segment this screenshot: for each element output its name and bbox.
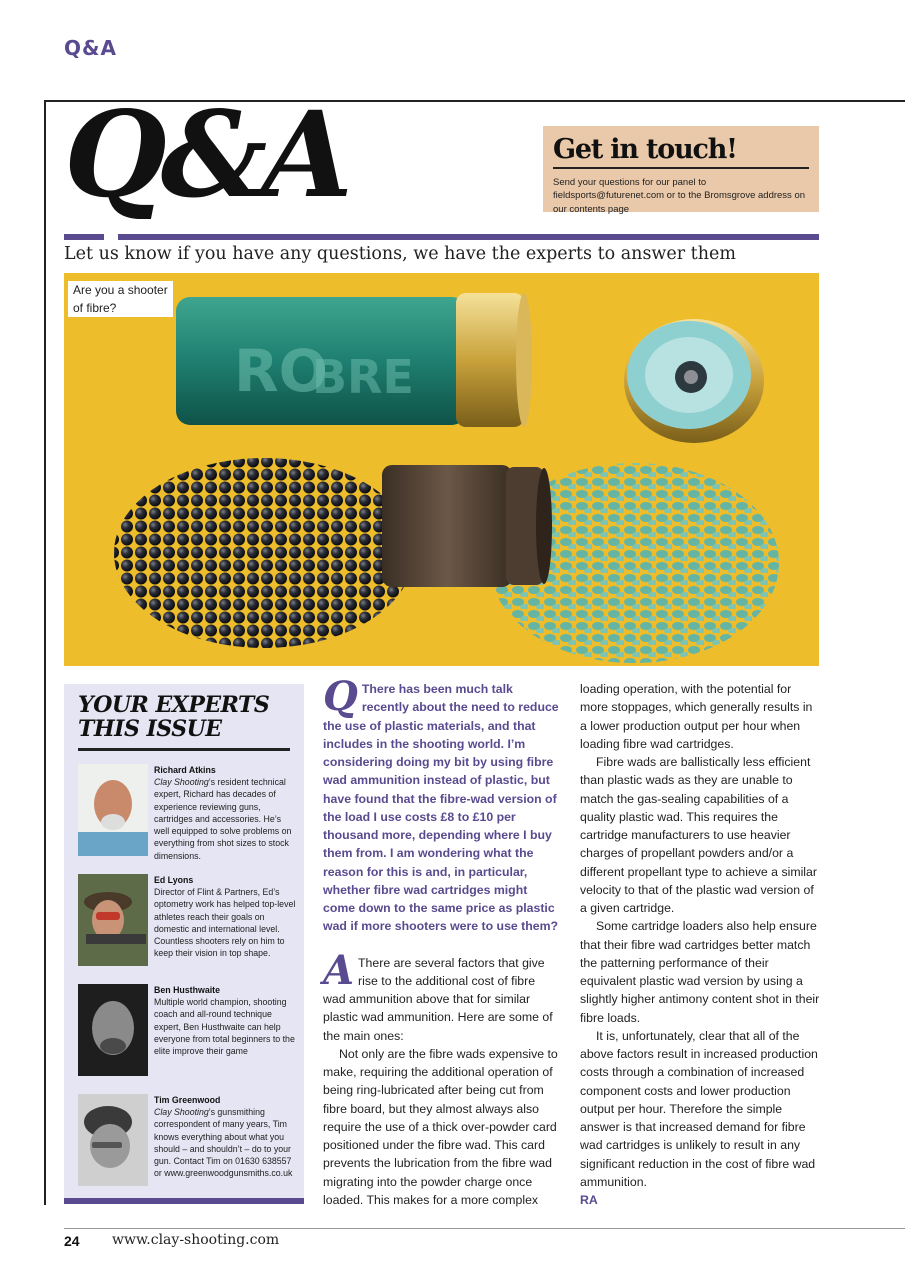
- hero-photo: [64, 273, 819, 666]
- expert-name: Richard Atkins: [154, 765, 216, 775]
- answer-paragraph: Some cartridge loaders also help ensure that their fibre wad cartridges better match the patterning performance of their equivalent plastic wad version by using a slightly higher antimony content shot in their fibre loads.: [580, 919, 820, 1025]
- page-subtitle: Let us know if you have any questions, we have the experts to answer them: [64, 244, 736, 264]
- expert-bio: [154, 1106, 296, 1179]
- photo-caption-line2: of fibre?: [73, 299, 168, 317]
- expert-name: Tim Greenwood: [154, 1095, 221, 1105]
- answer-paragraph: Not only are the fibre wads expensive to make, requiring the additional operation of being ring-lubricated after being cut from fibre board, but they almost always also require the use of a thick over-powder card positioned under the fibre wad. This card prevents the lubrication from the fibre wad migrating into the powder charge once loaded. This makes for a more complex: [323, 1046, 558, 1207]
- question-text: [323, 673, 561, 936]
- page-title: Q&A: [64, 85, 347, 224]
- section-tag: Q&A: [64, 36, 117, 60]
- avatar: [78, 764, 148, 856]
- question-dropcap: Q: [323, 673, 358, 720]
- website-url: www.clay-shooting.com: [112, 1232, 280, 1248]
- expert-bio-text: ’s gunsmithing correspondent of many years, Tim knows everything about what you should – and shouldn’t – do to your gun. Contact Tim on 01630 638557 or www.greenwoodgunsmiths.co.uk: [154, 1107, 293, 1179]
- expert-bio-text: ’s resident technical expert, Richard has decades of experience reviewing guns, cartridges and accessories. He’s well equipped to solve problems on everything from shot sizes to stock dimensions.: [154, 777, 292, 861]
- experts-heading: [78, 694, 290, 751]
- get-in-touch-box: [543, 126, 819, 215]
- page-number: 24: [64, 1233, 80, 1249]
- title-rule: [64, 234, 819, 240]
- experts-bottom-rule: [64, 1198, 304, 1204]
- photo-caption-line1: Are you a shooter: [73, 283, 168, 297]
- avatar: [78, 874, 148, 966]
- article-column-2: [580, 680, 820, 1209]
- experts-heading-line1: YOUR EXPERTS: [78, 692, 270, 718]
- photo-caption: [68, 281, 173, 317]
- expert-bio-text: Multiple world champion, shooting coach and all-round technique expert, Ben Husthwaite can help everyone from total beginners to the elite improve their game: [154, 997, 295, 1057]
- expert-info: [154, 1094, 296, 1180]
- experts-panel: [64, 684, 304, 1204]
- article-column-1: [323, 673, 561, 1209]
- answer-intro: There are several factors that give rise to the additional cost of fibre wad ammunition above that for similar plastic wad ammunition. Here are some of the main ones:: [323, 955, 553, 1043]
- get-in-touch-title: Get in touch!: [553, 134, 809, 169]
- publication-name: Clay Shooting: [154, 777, 209, 788]
- expert-bio: [154, 776, 296, 862]
- author-signature: RA: [580, 1193, 598, 1207]
- svg-text:RO: RO: [234, 337, 328, 405]
- expert-info: [154, 764, 296, 862]
- publication-name: Clay Shooting: [154, 1107, 209, 1118]
- avatar: [78, 984, 148, 1076]
- answer-paragraph-continued: loading operation, with the potential for more stoppages, which generally results in a lower production output per hour when loading fibre wad cartridges.: [580, 682, 813, 751]
- expert-info: [154, 984, 296, 1057]
- answer-paragraph: [323, 946, 561, 1045]
- avatar: [78, 1094, 148, 1186]
- answer-block: [323, 946, 561, 1210]
- get-in-touch-text: Send your questions for our panel to fieldsports@futurenet.com or to the Bromsgrove address on our contents page: [553, 177, 806, 215]
- frame-left-line: [44, 100, 46, 1205]
- question-body: There has been much talk recently about the need to reduce the use of plastic materials, and that includes in the shooting world. I’m considering doing my bit by using fibre wad ammunition instead of plastic, but have found that the fibre-wad version of the load I use costs £8 to £10 per thousand more, depending where I buy them from. I am wondering what the reason for this is and, in particular, whether fibre wad cartridges might come down to the same price as plastic wad if more shooters were to use them?: [323, 682, 559, 934]
- expert-bio-text: Director of Flint & Partners, Ed’s optometry work has helped top-level athletes reach their goals on domestic and international level. Countless shooters rely on him to keep their vision in top shape.: [154, 887, 296, 959]
- answer-paragraph: Fibre wads are ballistically less efficient than plastic wads as they are unable to match the gas-sealing capabilities of a quality plastic wad. This requires the cartridge manufacturers to use heavier charges of propellant powders and/or a different propellant type to achieve a similar velocity to that of the plastic wad version of a given cartridge.: [580, 755, 817, 915]
- answer-paragraph: It is, unfortunately, clear that all of the above factors result in increased production costs through a combination of increased component costs and lower production output per hour. Therefore the simple answer is that increased demand for fibre wad cartridges is unlikely to result in any significant reduction in the cost of fibre wad ammunition.: [580, 1028, 818, 1189]
- answer-dropcap: A: [323, 946, 355, 994]
- expert-name: Ben Husthwaite: [154, 985, 220, 995]
- expert-info: [154, 874, 296, 960]
- experts-heading-line2: THIS ISSUE: [78, 715, 222, 742]
- svg-text:BRE: BRE: [312, 350, 414, 404]
- expert-name: Ed Lyons: [154, 875, 194, 885]
- footer-rule: [64, 1228, 905, 1229]
